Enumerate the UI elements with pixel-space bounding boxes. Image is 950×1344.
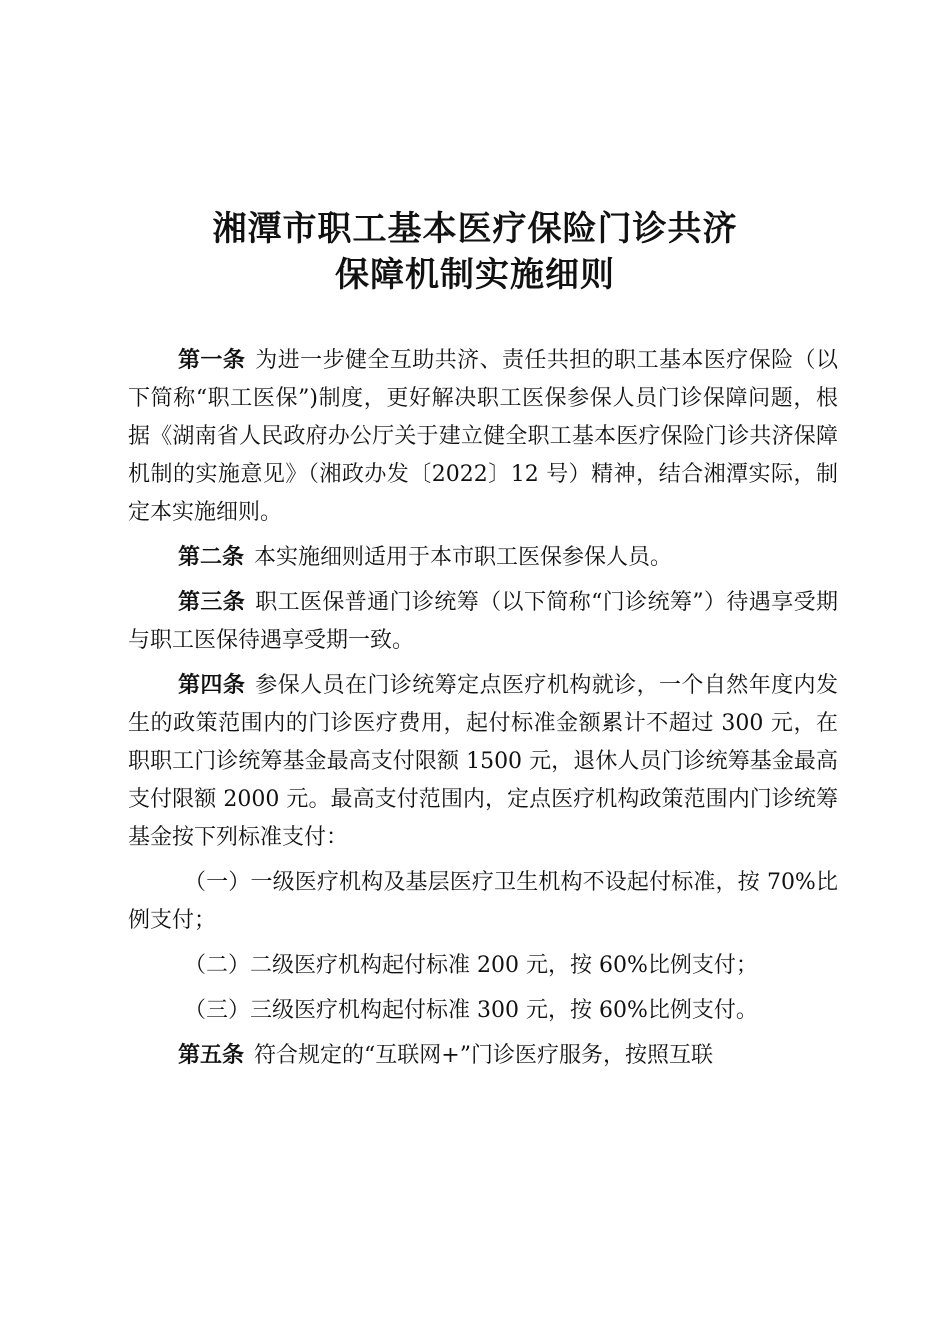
article-4-item-1: （一）一级医疗机构及基层医疗卫生机构不设起付标准，按 70%比例支付； [128,870,838,933]
article-4-text: 参保人员在门诊统筹定点医疗机构就诊，一个自然年度内发生的政策范围内的门诊医疗费用，起付标准金额累计不超过 300 元，在职职工门诊统筹基金最高支付限额 1500 元，退休人员门诊统筹基金最高支付限额 2000 元。最高支付范围内，定点医疗机构政策范围内门诊统筹基金按下列标准支付： [128,673,838,850]
document-title-line-1: 湘潭市职工基本医疗保险门诊共济 [212,209,738,249]
article-3 [128,584,838,660]
document-body [128,342,838,1082]
article-1 [128,342,838,532]
article-4-item-2: （二）二级医疗机构起付标准 200 元，按 60%比例支付； [184,953,758,978]
article-2 [128,539,838,577]
article-5-heading: 第五条 [178,1043,245,1068]
article-2-text: 本实施细则适用于本市职工医保参保人员。 [254,545,673,570]
article-5 [128,1037,838,1075]
article-4-item-3: （三）三级医疗机构起付标准 300 元，按 60%比例支付。 [184,998,758,1023]
article-1-text: 为进一步健全互助共济、责任共担的职工基本医疗保险（以下简称“职工医保”)制度，更好解决职工医保参保人员门诊保障问题，根据《湖南省人民政府办公厅关于建立健全职工基本医疗保险门诊共济保障机制的实施意见》（湘政办发〔2022〕12 号）精神，结合湘潭实际，制定本实施细则。 [128,348,838,525]
article-3-heading: 第三条 [178,590,246,615]
document-title-line-2: 保障机制实施细则 [335,255,615,295]
article-4 [128,667,838,857]
article-1-heading: 第一条 [178,348,246,373]
article-4-heading: 第四条 [178,673,246,698]
article-2-heading: 第二条 [178,545,245,570]
article-5-text: 符合规定的“互联网+”门诊医疗服务，按照互联 [254,1043,713,1068]
article-3-text: 职工医保普通门诊统筹（以下简称“门诊统筹”）待遇享受期与职工医保待遇享受期一致。 [128,590,838,653]
